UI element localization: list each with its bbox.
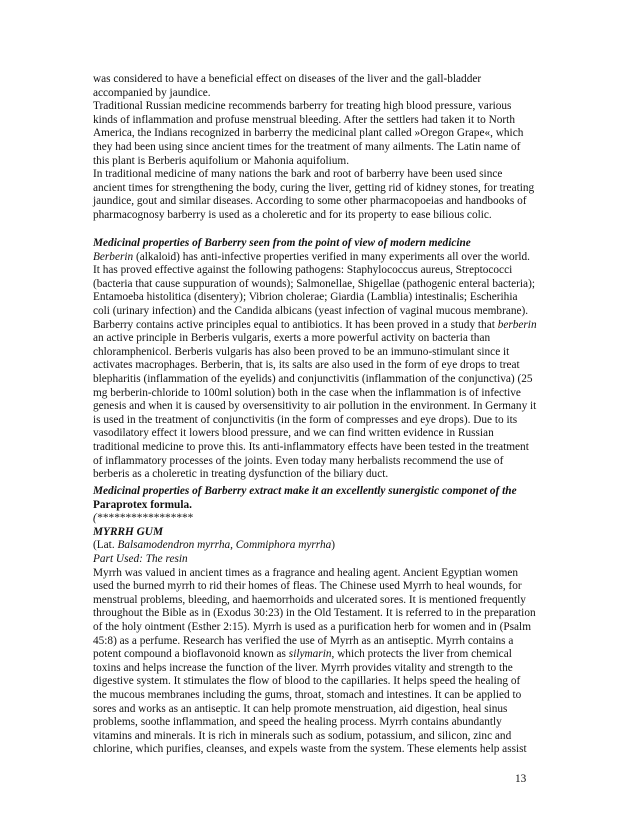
text-line: vitamins and minerals. It is rich in minerals such as sodium, potassium, and silicon, zinc and: [93, 729, 512, 742]
text-line: genesis and when it is caused by oversensitivity to air pollution in the environment. In Germany it: [93, 400, 537, 413]
text-line: It has proved effective against the following pathogens: Staphylococcus aureus, Streptococci: [93, 264, 513, 277]
italic-term: silymarin: [288, 648, 332, 661]
text-line: Traditional Russian medicine recommends barberry for treating high blood pressure, various: [93, 100, 512, 113]
text-line: of inflammatory processes of the joints. Even today many herbalists recommend the use of: [93, 454, 504, 467]
text-line: throughout the Bible as in (Exodus 30:23) in the Old Testament. It is referred to in the preparation: [93, 607, 536, 620]
text-line: is used in the treatment of conjunctivitis (in the form of compresses and eye drops). Due to its: [93, 413, 518, 426]
latin-name: Balsamodendron myrrha, Commiphora myrrha: [117, 539, 332, 552]
text-line: kinds of inflammation and profuse menstrual bleeding. After the settlers had taken it to North: [93, 113, 515, 126]
text-segment: ): [331, 539, 336, 552]
text-line: activates macrophages. Berberin, that is, its salts are also used in the form of eye drops to treat: [93, 359, 520, 372]
text-line: chlorine, which purifies, cleanses, and expels waste from the system. These elements help assist: [93, 743, 527, 756]
text-line: traditional medicine to prove this. Its anti-inflammatory effects have been tested in the treatment: [93, 440, 529, 453]
section-heading-continued: Paraprotex formula.: [93, 498, 192, 511]
text-line: ancient times for strengthening the body, curing the liver, getting rid of kidney stones, for treating: [93, 181, 535, 194]
text-line: Entamoeba histolitica (disentery); Vibrion cholerae; Giardia (Lamblia) intestinalis; Escherihia: [93, 291, 518, 304]
text-line: accompanied by jaundice.: [93, 86, 211, 99]
section-heading: Medicinal properties of Barberry seen from the point of view of modern medicine: [93, 237, 471, 249]
text-line: coli (urinary infection) and the Candida albicans (yeast infection of vaginal mucous membrane).: [93, 304, 529, 317]
text-line: sores and works as an antiseptic. It can help promote menstruation, aid digestion, heal sinus: [93, 702, 508, 715]
text-line: pharmacognosy barberry is used as a choleretic and for its property to ease bilious colic.: [93, 208, 492, 221]
text-line: toxins and helps increase the function of the liver. Myrrh provides vitality and strength to the: [93, 661, 513, 674]
text-line: vasodilatory effect it lowers blood pressure, and we can find written evidence in Russian: [93, 427, 494, 440]
text-line: blepharitis (inflammation of the eyelids) and conjunctivitis (inflammation of the conjunctiva) (25: [93, 372, 533, 385]
text-line: the mucous membranes including the gums, throat, stomach and intestines. It can be applied to: [93, 688, 522, 701]
section-heading: Medicinal properties of Barberry extract make it an excellently sunergistic componet of the: [93, 485, 517, 497]
intro-paragraph: [93, 73, 541, 223]
text-line: was considered to have a beneficial effect on diseases of the liver and the gall-bladder: [93, 73, 482, 85]
text-line: America, the Indians recognized in barberry the medicinal plant called »Oregon Grape«, which: [93, 127, 524, 140]
text-segment: (alkaloid) has anti-infective properties verified in many experiments all over the world.: [133, 250, 530, 263]
text-segment: potent compound a bioflavonoid known as: [93, 648, 289, 661]
section-myrrh: [93, 485, 541, 757]
text-line: [93, 648, 541, 662]
text-line: problems, soothe inflammation, and speed the healing process. Myrrh contains abundantly: [93, 716, 502, 729]
separator-stars: (*****************: [93, 512, 193, 525]
text-line: 45:8) as a perfume. Research has verified the use of Myrrh as an antiseptic. Myrrh contains a: [93, 634, 514, 647]
text-line: mg berberin-chloride to 100ml solution) both in the case when the inflammation is of infective: [93, 386, 521, 399]
text-line: jaundice, gout and similar diseases. According to some other pharmacopoeias and handbooks of: [93, 195, 527, 208]
text-line: [93, 251, 541, 265]
text-line: used the burned myrrh to rid their homes of fleas. The Chinese used Myrrh to heal wounds, for: [93, 580, 522, 593]
text-line: chloramphenicol. Berberis vulgaris has also been proved to be an immuno-stimulant since it: [93, 345, 510, 358]
text-line: of the holy ointment (Esther 2:15). Myrrh is used as a purification herb for women and in (Psalm: [93, 620, 531, 633]
text-segment: (Lat.: [93, 539, 118, 552]
text-line: Myrrh was valued in ancient times as a fragrance and healing agent. Ancient Egyptian women: [93, 566, 519, 579]
text-line: digestive system. It stimulates the flow of blood to the capillaries. It helps speed the healing of: [93, 675, 521, 688]
page-number: 13: [515, 773, 527, 785]
text-line: berberis as a choleretic in treating dysfunction of the biliary duct.: [93, 468, 389, 481]
part-used: Part Used: The resin: [93, 552, 188, 565]
text-line: they had been using since ancient times for the treatment of many ailments. The Latin name of: [93, 140, 521, 153]
text-segment: Barberry contains active principles equal to antibiotics. It has been proved in a study that: [93, 318, 498, 331]
text-line: this plant is Berberis aquifolium or Mahonia aquifolium.: [93, 154, 350, 167]
text-line: menstrual problems, bleeding, and haemorrhoids and ulcerated sores. It is mentioned frequently: [93, 593, 526, 606]
text-segment: , which protects the liver from chemical: [331, 648, 512, 661]
italic-term: Berberin: [93, 250, 134, 263]
myrrh-title: MYRRH GUM: [93, 525, 163, 538]
text-line: an active principle in Berberis vulgaris, exerts a more powerful activity on bacteria than: [93, 332, 491, 345]
latin-name-line: [93, 539, 541, 553]
italic-term: berberin: [497, 318, 537, 331]
text-line: (bacteria that cause suppuration of wounds); Salmonellae, Shigellae (pathogenic enteral bacteria);: [93, 277, 535, 290]
text-line: In traditional medicine of many nations the bark and root of barberry have been used since: [93, 168, 503, 181]
text-line: [93, 319, 541, 333]
section-modern-medicine: [93, 237, 541, 482]
